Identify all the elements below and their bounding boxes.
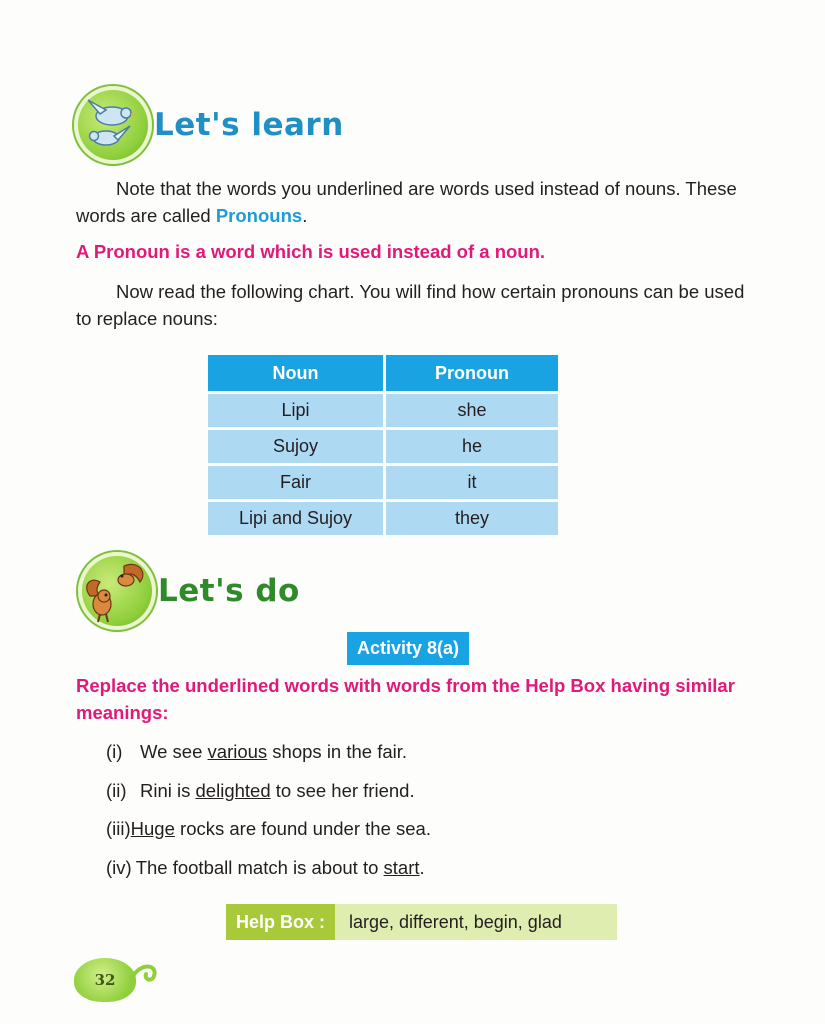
list-item (106, 772, 431, 811)
help-box (226, 904, 617, 940)
pronoun-cell: it (386, 466, 558, 499)
intro-paragraph (76, 175, 756, 229)
noun-cell: Lipi (208, 394, 383, 427)
table-row (208, 394, 558, 427)
item-text-before: Rini is (140, 779, 196, 801)
noun-header: Noun (208, 355, 383, 391)
activity-instruction: Replace the underlined words with words from the Help Box having similar meanings: (76, 675, 735, 723)
pronoun-chart (205, 352, 561, 538)
activity-label-text: Activity 8(a) (347, 632, 469, 665)
table-row (208, 466, 558, 499)
pronoun-cell: she (386, 394, 558, 427)
item-text-after: . (419, 856, 425, 878)
item-text-before: We see (140, 741, 208, 762)
item-number: (ii) (106, 779, 127, 801)
item-number: (i) (106, 741, 123, 762)
chart-intro-text: Now read the following chart. You will find how certain pronouns can be used to replace nouns: (76, 281, 745, 329)
item-text-after: to see her friend. (270, 779, 415, 801)
noun-cell: Lipi and Sujoy (208, 502, 383, 535)
chart-header-row (208, 355, 558, 391)
birds-icon (74, 86, 152, 164)
pronoun-definition: A Pronoun is a word which is used instead of a noun. (76, 241, 546, 262)
item-number: (iv) (106, 856, 132, 878)
activity-label (347, 632, 469, 665)
pronouns-highlight: Pronouns (215, 205, 303, 226)
item-text-after: shops in the fair. (267, 741, 408, 762)
table-row (208, 430, 558, 463)
intro-end: . (302, 205, 308, 226)
pronoun-cell: he (386, 430, 558, 463)
chart-intro-paragraph (76, 278, 756, 332)
help-box-words: large, different, begin, glad (335, 904, 617, 940)
pronoun-cell: they (386, 502, 558, 535)
list-item (106, 810, 431, 849)
item-text-before: The football match is about to (135, 856, 384, 878)
page-number-badge (74, 958, 136, 1002)
intro-text: Note that the words you underlined are words used instead of nouns. These words are called (76, 178, 737, 226)
underlined-word: delighted (195, 779, 271, 801)
noun-cell: Fair (208, 466, 383, 499)
help-box-label: Help Box : (226, 904, 335, 940)
item-number: (iii) (106, 818, 131, 839)
page-number: 32 (74, 958, 136, 1002)
squirrels-icon (78, 552, 156, 630)
lets-learn-heading (74, 86, 344, 164)
list-item (106, 849, 431, 888)
item-text-after: rocks are found under the sea. (174, 818, 431, 839)
leaf-curl-icon (130, 958, 160, 998)
exercise-list (106, 733, 431, 887)
lets-learn-title: Let's learn (154, 107, 344, 143)
underlined-word: Huge (130, 818, 175, 839)
list-item (106, 733, 431, 772)
underlined-word: various (207, 741, 268, 762)
pronoun-header: Pronoun (386, 355, 558, 391)
underlined-word: start (383, 856, 420, 878)
lets-do-title: Let's do (158, 573, 300, 609)
noun-cell: Sujoy (208, 430, 383, 463)
lets-do-heading (78, 552, 300, 630)
table-row (208, 502, 558, 535)
